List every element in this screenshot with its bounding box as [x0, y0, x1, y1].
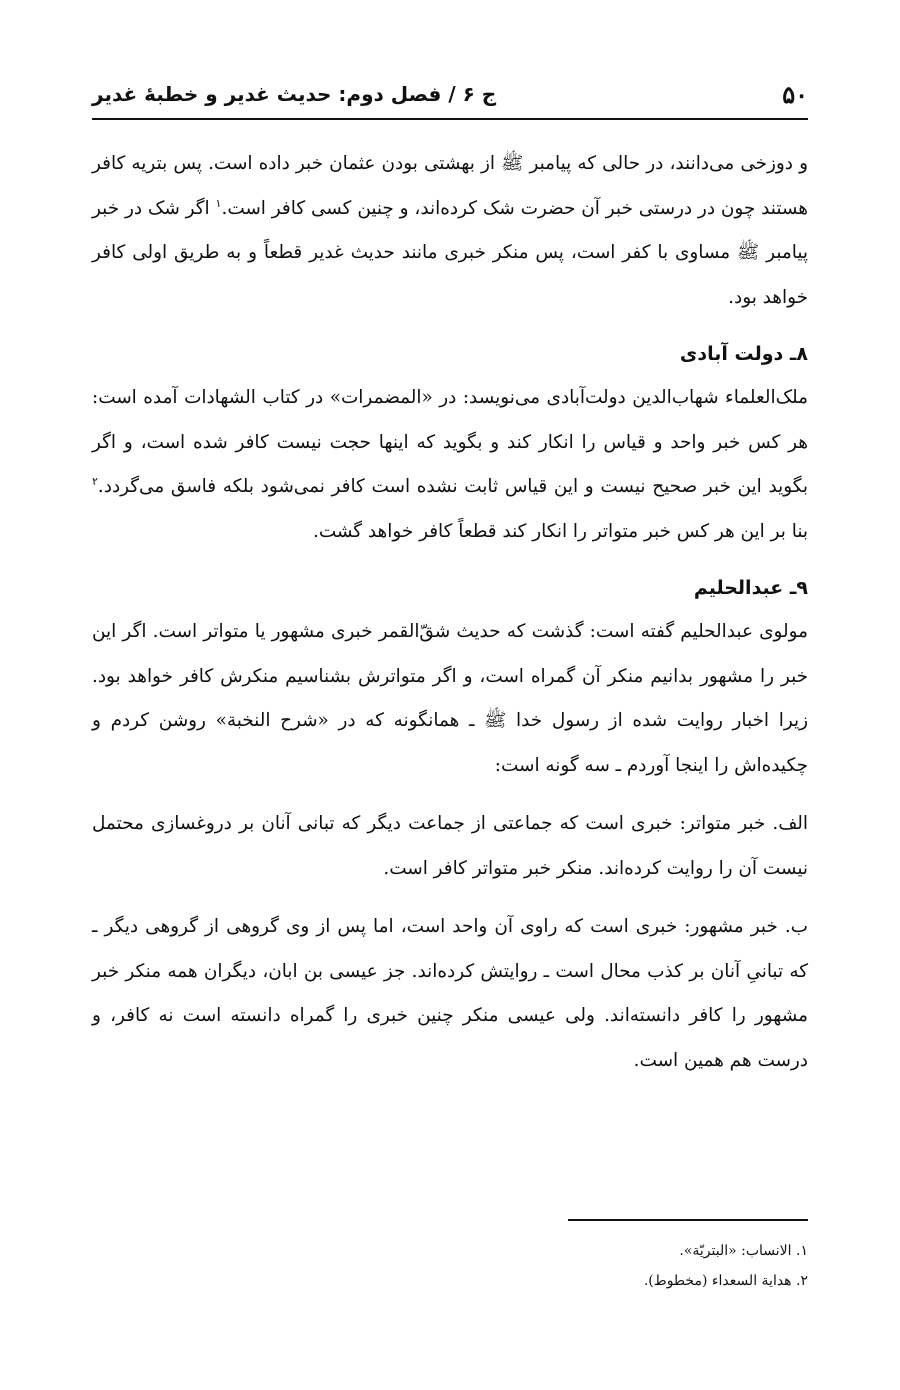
paragraph-1-text: و دوزخی می‌دانند، در حالی که پیامبر ﷺ از بهشتی بودن عثمان خبر داده است. پس بتریه کافر هستند چون در درستی خبر آن حضرت شک کرده‌اند، و چنین کسی کافر است.	[92, 153, 808, 219]
header-rule	[92, 118, 808, 120]
paragraph-4: الف. خبر متواتر: خبری است که جماعتی از جماعت دیگر که تبانی آنان بر دروغسازی محتمل نیست آن را روایت کرده‌اند. منکر خبر متواتر کافر است.	[92, 813, 808, 879]
paragraph-2	[92, 376, 808, 554]
page-number: ۵۰	[782, 79, 808, 109]
footnote-ref-2: ۲	[92, 474, 98, 488]
paragraph-1	[92, 142, 808, 320]
footnote-ref-1: ۱	[215, 196, 222, 210]
footnote-1: ۱. الانساب: «البتريّة».	[679, 1243, 808, 1259]
section-heading-8: ۸ـ دولت آبادی	[679, 343, 808, 365]
footnote-rule	[568, 1219, 808, 1221]
running-head	[92, 72, 808, 116]
section-heading-9: ۹ـ عبدالحلیم	[693, 577, 808, 599]
paragraph-5: ب. خبر مشهور: خبری است که راوی آن واحد است، اما پس از وی گروهی از گروهی دیگر ـ که تبانیِ آنان بر کذب محال است ـ روایتش کرده‌اند. جز عیسی بن ابان، دیگران همه منکر خبر مشهور را کافر دانسته‌اند. ولی عیسی منکر چنین خبری را گمراه دانسته است نه کافر، و درست هم همین است.	[92, 916, 808, 1071]
paragraph-3: مولوی عبدالحلیم گفته است: گذشت که حدیث شقّ‌القمر خبری مشهور یا متواتر است. اگر این خبر را مشهور بدانیم منکر آن گمراه است، و اگر متواترش بشناسیم منکرش کافر خواهد بود. زیرا اخبار روایت شده از رسول خدا ﷺ ـ همانگونه که در «شرح النخبة» روشن کردم و چکیده‌اش را اینجا آوردم ـ سه گونه است:	[92, 621, 808, 776]
paragraph-1-continued: اگر شک در خبر پیامبر ﷺ مساوی با کفر است، پس منکر خبری مانند حدیث غدیر قطعاً و به طریق اولی کافر خواهد بود.	[92, 197, 808, 308]
footnotes	[92, 1236, 808, 1296]
running-title: ج ۶ / فصل دوم: حدیث غدیر و خطبهٔ غدیر	[92, 82, 497, 106]
paragraph-2-text: ملک‌العلماء شهاب‌الدین دولت‌آبادی می‌نویسد: در «المضمرات» در کتاب الشهادات آمده است: هر کس خبر واحد و قیاس را انکار کند و بگوید که اینها حجت نیست کافر شده است، و اگر بگوید این خبر صحیح نیست و این قیاس ثابت نشده است کافر نمی‌شود بلکه فاسق می‌گردد.	[92, 387, 808, 497]
footnote-2: ۲. هداية السعداء (مخطوط).	[643, 1273, 808, 1289]
page-body	[92, 142, 808, 1083]
paragraph-2-continued: بنا بر این هر کس خبر متواتر را انکار کند قطعاً کافر خواهد گشت.	[312, 520, 808, 542]
